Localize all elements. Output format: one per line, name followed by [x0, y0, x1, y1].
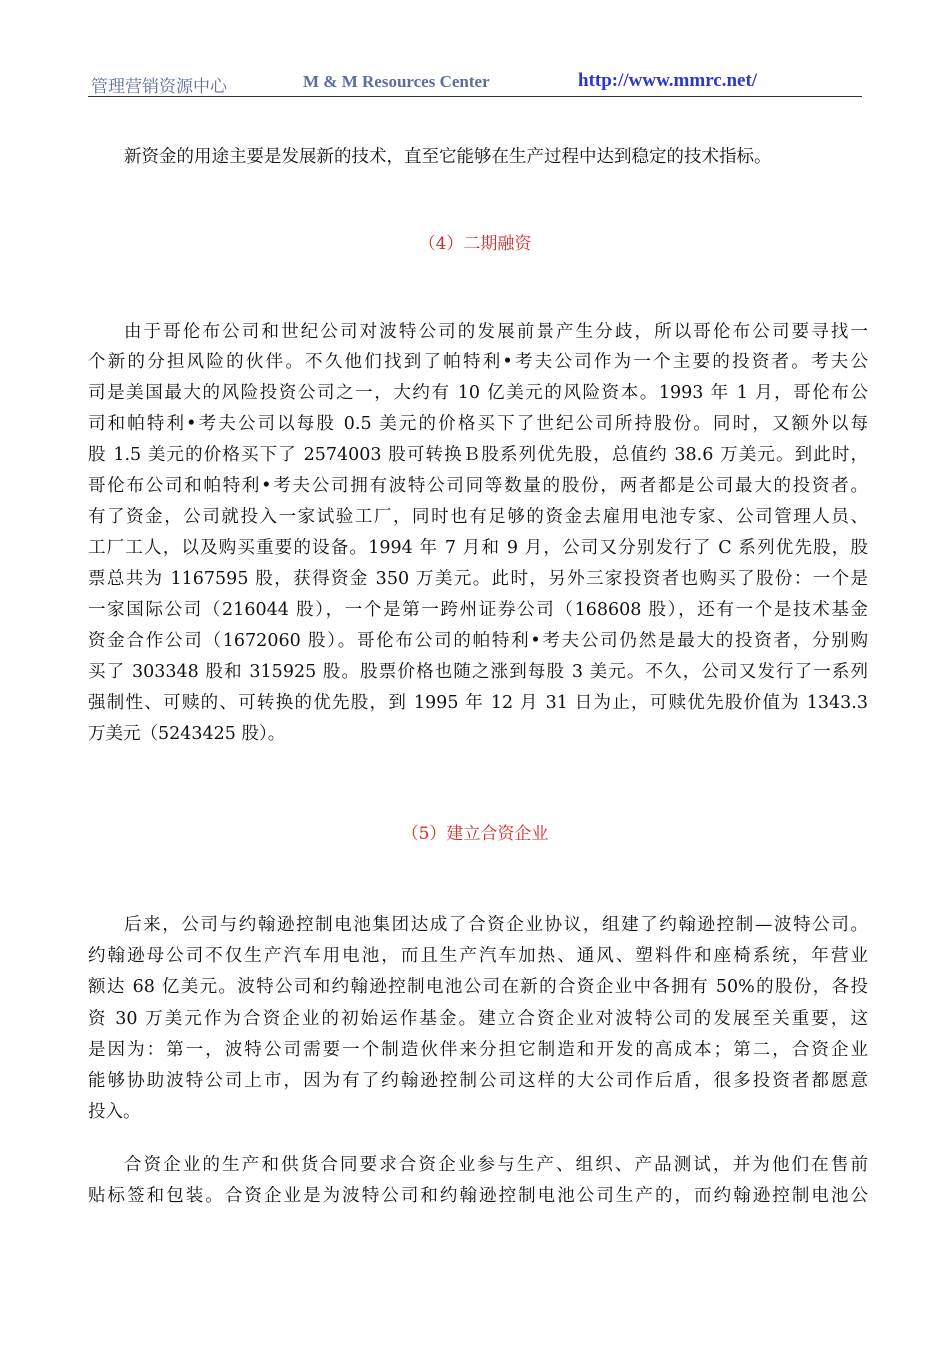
paragraph-line: 合资企业的生产和供货合同要求合资企业参与生产、组织、产品测试，并为他们在售前 [124, 1155, 868, 1175]
paragraph-line: 贴标签和包装。合资企业是为波特公司和约翰逊控制电池公司生产的，而约翰逊控制电池公 [88, 1186, 868, 1206]
paragraph-line: 后来，公司与约翰逊控制电池集团达成了合资企业协议，组建了约翰逊控制—波特公司。 [124, 915, 868, 935]
paragraph-line: 是因为：第一，波特公司需要一个制造伙伴来分担它制造和开发的高成本；第二，合资企业 [88, 1040, 868, 1060]
header-url-link[interactable]: http://www.mmrc.net/ [578, 70, 758, 91]
section5-heading: （5）建立合资企业 [401, 824, 549, 844]
paragraph-line: 强制性、可赎的、可转换的优先股，到 1995 年 12 月 31 日为止，可赎优先股价值为 1343.3 [88, 693, 868, 713]
intro-line: 新资金的用途主要是发展新的技术，直至它能够在生产过程中达到稳定的技术指标。 [124, 147, 772, 167]
paragraph-line: 约翰逊母公司不仅生产汽车用电池，而且生产汽车加热、通风、塑料件和座椅系统，年营业 [88, 946, 868, 966]
header-org-name: 管理营销资源中心 [91, 77, 227, 97]
paragraph-line: 资金合作公司（1672060 股）。哥伦布公司的帕特利•考夫公司仍然是最大的投资者，分别购 [88, 631, 868, 651]
paragraph-line: 由于哥伦布公司和世纪公司对波特公司的发展前景产生分歧，所以哥伦布公司要寻找一 [124, 322, 868, 342]
paragraph-line: 投入。 [88, 1102, 141, 1122]
paragraph-line: 资 30 万美元作为合资企业的初始运作基金。建立合资企业对波特公司的发展至关重要，这 [88, 1009, 868, 1029]
paragraph-line: 有了资金，公司就投入一家试验工厂，同时也有足够的资金去雇用电池专家、公司管理人员、 [88, 507, 868, 527]
paragraph-line: 股 1.5 美元的价格买下了 2574003 股可转换Ｂ股系列优先股，总值约 38.6 万美元。到此时， [88, 445, 868, 465]
paragraph-line: 哥伦布公司和帕特利•考夫公司拥有波特公司同等数量的股份，两者都是公司最大的投资者。 [88, 476, 868, 496]
paragraph-line: 票总共为 1167595 股，获得资金 350 万美元。此时，另外三家投资者也购买了股份：一个是 [88, 569, 868, 589]
section4-heading: （4）二期融资 [418, 234, 532, 254]
paragraph-line: 额达 68 亿美元。波特公司和约翰逊控制电池公司在新的合资企业中各拥有 50%的股份，各投 [88, 977, 868, 997]
paragraph-line: 万美元（5243425 股）。 [88, 724, 286, 744]
paragraph-line: 司和帕特利•考夫公司以每股 0.5 美元的价格买下了世纪公司所持股份。同时，又额外以每 [88, 414, 868, 434]
header-org-english: M & M Resources Center [303, 72, 490, 91]
paragraph-line: 买了 303348 股和 315925 股。股票价格也随之涨到每股 3 美元。不久，公司又发行了一系列 [88, 662, 868, 682]
paragraph-line: 能够协助波特公司上市，因为有了约翰逊控制公司这样的大公司作后盾，很多投资者都愿意 [88, 1071, 868, 1091]
paragraph-line: 工厂工人，以及购买重要的设备。1994 年 7 月和 9 月，公司又分别发行了 C 系列优先股，股 [88, 538, 868, 558]
page-header [88, 68, 862, 97]
paragraph-line: 一家国际公司（216044 股），一个是第一跨州证券公司（168608 股），还有一个是技术基金 [88, 600, 868, 620]
paragraph-line: 司是美国最大的风险投资公司之一，大约有 10 亿美元的风险资本。1993 年 1 月，哥伦布公 [88, 383, 868, 403]
paragraph-line: 个新的分担风险的伙伴。不久他们找到了帕特利•考夫公司作为一个主要的投资者。考夫公 [88, 352, 868, 372]
